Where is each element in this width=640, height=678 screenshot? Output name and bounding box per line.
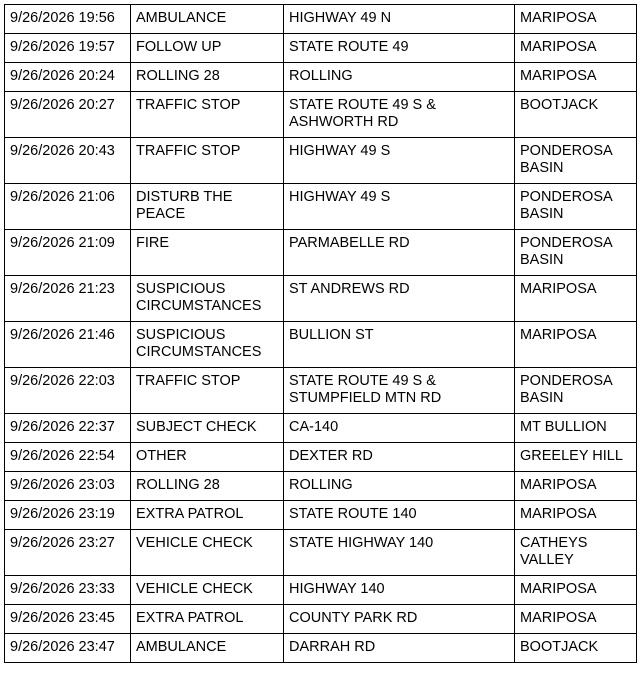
call-type-cell: SUBJECT CHECK	[131, 414, 284, 443]
call-type-cell: TRAFFIC STOP	[131, 368, 284, 414]
area-cell: MARIPOSA	[515, 472, 637, 501]
call-type-cell: FIRE	[131, 230, 284, 276]
call-type-cell: FOLLOW UP	[131, 34, 284, 63]
call-type-cell: TRAFFIC STOP	[131, 92, 284, 138]
area-cell: MARIPOSA	[515, 63, 637, 92]
area-cell: MARIPOSA	[515, 605, 637, 634]
datetime-cell: 9/26/2026 20:24	[5, 63, 131, 92]
datetime-cell: 9/26/2026 22:54	[5, 443, 131, 472]
location-cell: PARMABELLE RD	[284, 230, 515, 276]
datetime-cell: 9/26/2026 20:27	[5, 92, 131, 138]
table-row	[5, 443, 637, 472]
location-cell: STATE ROUTE 140	[284, 501, 515, 530]
location-cell: COUNTY PARK RD	[284, 605, 515, 634]
call-type-cell: ROLLING 28	[131, 472, 284, 501]
datetime-cell: 9/26/2026 23:19	[5, 501, 131, 530]
table-row	[5, 634, 637, 663]
call-type-cell: VEHICLE CHECK	[131, 530, 284, 576]
table-row	[5, 276, 637, 322]
call-type-cell: EXTRA PATROL	[131, 501, 284, 530]
datetime-cell: 9/26/2026 20:43	[5, 138, 131, 184]
table-row	[5, 184, 637, 230]
datetime-cell: 9/26/2026 21:06	[5, 184, 131, 230]
location-cell: STATE ROUTE 49 S & ASHWORTH RD	[284, 92, 515, 138]
call-type-cell: ROLLING 28	[131, 63, 284, 92]
table-row	[5, 34, 637, 63]
call-type-cell: DISTURB THE PEACE	[131, 184, 284, 230]
call-type-cell: SUSPICIOUS CIRCUMSTANCES	[131, 276, 284, 322]
location-cell: STATE ROUTE 49 S & STUMPFIELD MTN RD	[284, 368, 515, 414]
call-type-cell: EXTRA PATROL	[131, 605, 284, 634]
location-cell: CA-140	[284, 414, 515, 443]
location-cell: HIGHWAY 49 S	[284, 138, 515, 184]
table-row	[5, 368, 637, 414]
table-row	[5, 472, 637, 501]
area-cell: MARIPOSA	[515, 34, 637, 63]
call-type-cell: TRAFFIC STOP	[131, 138, 284, 184]
table-row	[5, 5, 637, 34]
datetime-cell: 9/26/2026 23:45	[5, 605, 131, 634]
location-cell: HIGHWAY 49 N	[284, 5, 515, 34]
area-cell: BOOTJACK	[515, 92, 637, 138]
call-type-cell: SUSPICIOUS CIRCUMSTANCES	[131, 322, 284, 368]
table-row	[5, 414, 637, 443]
location-cell: ROLLING	[284, 63, 515, 92]
table-row	[5, 92, 637, 138]
area-cell: MARIPOSA	[515, 322, 637, 368]
location-cell: ST ANDREWS RD	[284, 276, 515, 322]
area-cell: GREELEY HILL	[515, 443, 637, 472]
location-cell: DEXTER RD	[284, 443, 515, 472]
table-row	[5, 501, 637, 530]
area-cell: PONDEROSA BASIN	[515, 184, 637, 230]
datetime-cell: 9/26/2026 19:56	[5, 5, 131, 34]
call-log-body	[5, 5, 637, 663]
datetime-cell: 9/26/2026 23:03	[5, 472, 131, 501]
table-row	[5, 322, 637, 368]
location-cell: HIGHWAY 140	[284, 576, 515, 605]
area-cell: PONDEROSA BASIN	[515, 138, 637, 184]
datetime-cell: 9/26/2026 23:27	[5, 530, 131, 576]
table-row	[5, 605, 637, 634]
datetime-cell: 9/26/2026 23:47	[5, 634, 131, 663]
datetime-cell: 9/26/2026 19:57	[5, 34, 131, 63]
call-type-cell: AMBULANCE	[131, 634, 284, 663]
area-cell: MARIPOSA	[515, 276, 637, 322]
location-cell: ROLLING	[284, 472, 515, 501]
datetime-cell: 9/26/2026 22:03	[5, 368, 131, 414]
area-cell: PONDEROSA BASIN	[515, 368, 637, 414]
table-row	[5, 530, 637, 576]
area-cell: MARIPOSA	[515, 576, 637, 605]
table-row	[5, 230, 637, 276]
datetime-cell: 9/26/2026 22:37	[5, 414, 131, 443]
datetime-cell: 9/26/2026 21:46	[5, 322, 131, 368]
location-cell: STATE HIGHWAY 140	[284, 530, 515, 576]
call-type-cell: VEHICLE CHECK	[131, 576, 284, 605]
area-cell: MT BULLION	[515, 414, 637, 443]
call-log-table	[4, 4, 637, 663]
table-row	[5, 138, 637, 184]
location-cell: STATE ROUTE 49	[284, 34, 515, 63]
area-cell: BOOTJACK	[515, 634, 637, 663]
table-row	[5, 63, 637, 92]
datetime-cell: 9/26/2026 21:23	[5, 276, 131, 322]
call-type-cell: OTHER	[131, 443, 284, 472]
location-cell: DARRAH RD	[284, 634, 515, 663]
datetime-cell: 9/26/2026 23:33	[5, 576, 131, 605]
area-cell: MARIPOSA	[515, 5, 637, 34]
location-cell: BULLION ST	[284, 322, 515, 368]
call-type-cell: AMBULANCE	[131, 5, 284, 34]
area-cell: MARIPOSA	[515, 501, 637, 530]
datetime-cell: 9/26/2026 21:09	[5, 230, 131, 276]
area-cell: PONDEROSA BASIN	[515, 230, 637, 276]
location-cell: HIGHWAY 49 S	[284, 184, 515, 230]
table-row	[5, 576, 637, 605]
area-cell: CATHEYS VALLEY	[515, 530, 637, 576]
